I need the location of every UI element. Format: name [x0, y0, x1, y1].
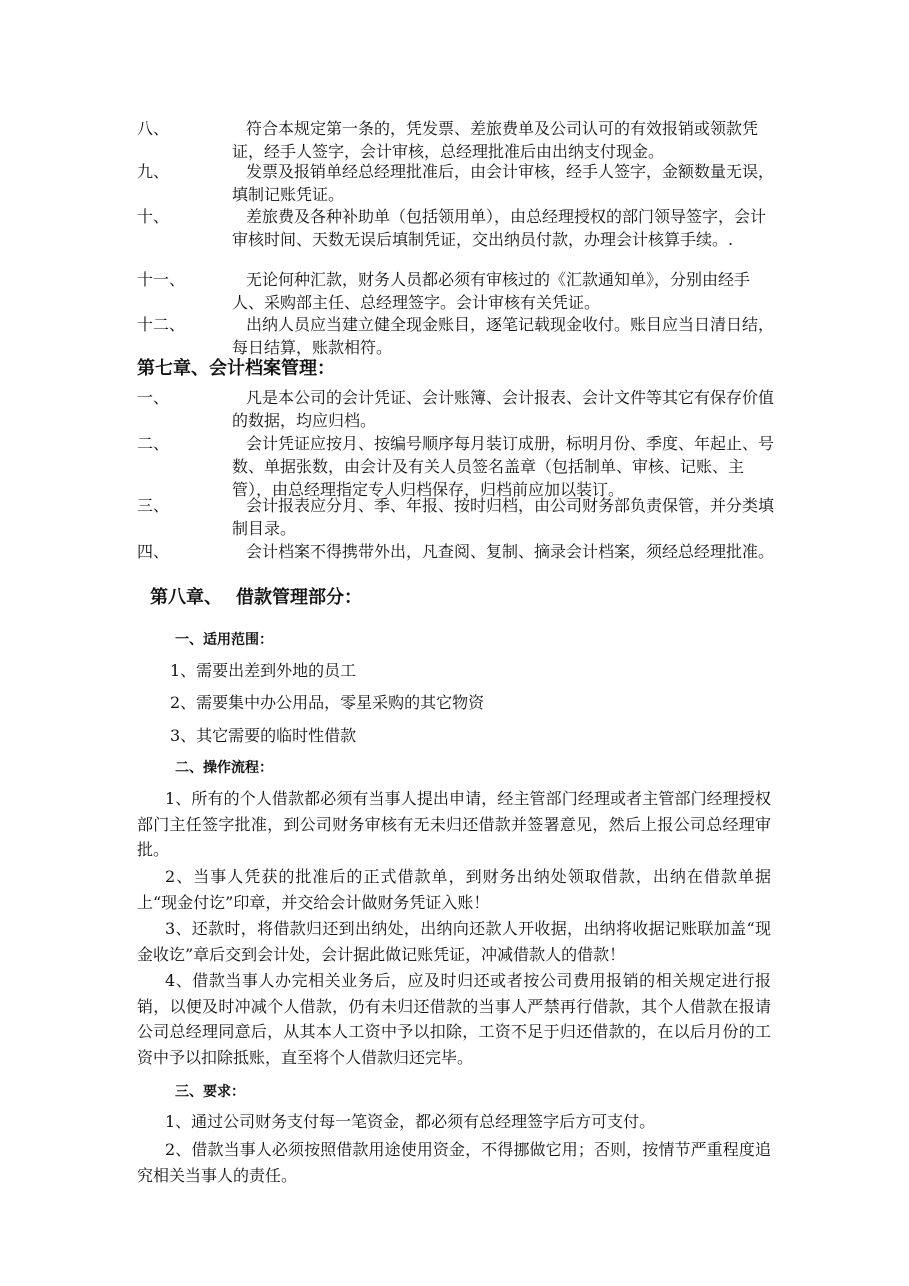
chapter7-item-2 [137, 432, 777, 501]
item-text: 会计档案不得携带外出，凡查阅、复制、摘录会计档案，须经总经理批准。 [246, 542, 775, 561]
process-paragraph: 3、还款时，将借款归还到出纳处，出纳向还款人开收据，出纳将收据记账联加盖“现金收讫”章后交到会计处，会计据此做记账凭证，冲减借款人的借款！ [137, 919, 771, 964]
item-number: 一、 [137, 388, 170, 407]
item-text: 凡是本公司的会计凭证、会计账簿、会计报表、会计文件等其它有保存价值的数据，均应归档。 [232, 388, 775, 430]
rule-number: 十一、 [137, 270, 186, 289]
item-number: 二、 [137, 434, 170, 453]
rule-text: 出纳人员应当建立健全现金账目，逐笔记载现金收付。账目应当日清日结，每日结算，账款相符。 [232, 315, 775, 357]
chapter-8-number: 第八章、 [150, 587, 222, 608]
requirements-paragraph: 2、借款当事人必须按照借款用途使用资金，不得挪做它用；否则，按情节严重程度追究相关当事人的责任。 [137, 1140, 771, 1185]
process-paragraph: 4、借款当事人办完相关业务后，应及时归还或者按公司费用报销的相关规定进行报销，以便及时冲减个人借款，仍有未归还借款的当事人严禁再行借款，其个人借款在报请公司总经理同意后，从其本人工资中予以扣除，工资不足于归还借款的，在以后月份的工资中予以扣除抵账，直至将个人借款归还完毕。 [137, 971, 771, 1067]
item-text: 会计报表应分月、季、年报、按时归档，由公司财务部负责保管，并分类填制目录。 [232, 496, 775, 538]
rule-item-8 [137, 117, 777, 163]
rule-number: 十、 [137, 207, 170, 226]
process-paragraph: 1、所有的个人借款都必须有当事人提出申请，经主管部门经理或者主管部门经理授权部门主任签字批准，到公司财务审核有无未归还借款并签署意见，然后上报公司总经理审批。 [137, 789, 771, 859]
chapter-8-name: 借款管理部分： [236, 587, 362, 608]
chapter7-item-1 [137, 386, 777, 432]
rule-text: 符合本规定第一条的，凭发票、差旅费单及公司认可的有效报销或领款凭证，经手人签字，会计审核，总经理批准后由出纳支付现金。 [232, 119, 759, 161]
rule-text: 差旅费及各种补助单（包括领用单），由总经理授权的部门领导签字，会计审核时间、天数无误后填制凭证，交出纳员付款，办理会计核算手续。. [232, 207, 767, 249]
requirements-heading: 三、要求： [175, 1084, 245, 1100]
scope-item: 3、其它需要的临时性借款 [170, 726, 357, 745]
item-number: 三、 [137, 496, 170, 515]
rule-item-9 [137, 160, 777, 206]
rule-text: 发票及报销单经总经理批准后，由会计审核，经手人签字，金额数量无误，填制记账凭证。 [232, 162, 775, 204]
process-heading: 二、操作流程： [175, 760, 273, 776]
rule-text: 无论何种汇款，财务人员都必须有审核过的《汇款通知单》，分别由经手人、采购部主任、总经理签字。会计审核有关凭证。 [232, 270, 751, 312]
rule-number: 八、 [137, 119, 170, 138]
rule-item-10 [137, 205, 777, 251]
chapter7-item-4 [137, 540, 777, 563]
requirements-paragraph: 1、通过公司财务支付每一笔资金，都必须有总经理签字后方可支付。 [165, 1112, 656, 1131]
rule-item-11 [137, 268, 777, 314]
rule-item-12 [137, 313, 777, 359]
process-paragraph: 2、当事人凭获的批准后的正式借款单，到财务出纳处领取借款，出纳在借款单据上“现金付讫”印章，并交给会计做财务凭证入账！ [137, 867, 771, 912]
scope-item: 2、需要集中办公用品，零星采购的其它物资 [170, 693, 485, 712]
scope-heading: 一、适用范围： [175, 632, 273, 648]
rule-number: 九、 [137, 162, 170, 181]
chapter7-item-3 [137, 494, 777, 540]
scope-item: 1、需要出差到外地的员工 [170, 661, 357, 680]
chapter-8-title [150, 586, 362, 610]
chapter-7-title: 第七章、会计档案管理： [137, 358, 335, 379]
item-text: 会计凭证应按月、按编号顺序每月装订成册，标明月份、季度、年起止、号数、单据张数，由会计及有关人员签名盖章（包括制单、审核、记账、主管），由总经理指定专人归档保存，归档前应加以装订。 [232, 434, 775, 499]
rule-number: 十二、 [137, 315, 186, 334]
item-number: 四、 [137, 542, 170, 561]
